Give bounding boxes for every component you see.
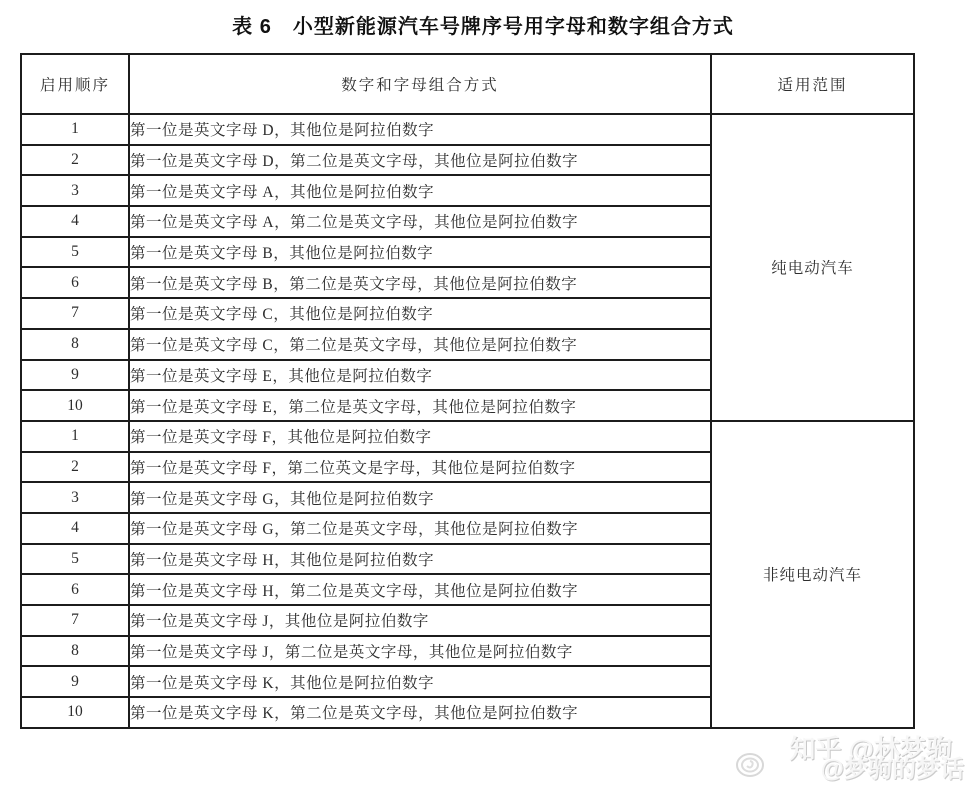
header-combination: 数字和字母组合方式 <box>129 54 711 114</box>
scope-cell: 非纯电动汽车 <box>711 421 914 728</box>
combination-cell: 第一位是英文字母 H，其他位是阿拉伯数字 <box>129 544 711 575</box>
order-cell: 4 <box>21 513 129 544</box>
combination-cell: 第一位是英文字母 F，第二位英文是字母，其他位是阿拉伯数字 <box>129 452 711 483</box>
combination-cell: 第一位是英文字母 C，其他位是阿拉伯数字 <box>129 298 711 329</box>
order-cell: 1 <box>21 114 129 145</box>
order-cell: 9 <box>21 666 129 697</box>
combination-cell: 第一位是英文字母 J，第二位是英文字母，其他位是阿拉伯数字 <box>129 636 711 667</box>
watermark-swirl-icon <box>734 749 766 779</box>
order-cell: 8 <box>21 636 129 667</box>
combination-cell: 第一位是英文字母 D，第二位是英文字母，其他位是阿拉伯数字 <box>129 145 711 176</box>
order-cell: 5 <box>21 544 129 575</box>
table-row <box>21 114 914 145</box>
combination-cell: 第一位是英文字母 H，第二位是英文字母，其他位是阿拉伯数字 <box>129 574 711 605</box>
combination-cell: 第一位是英文字母 A，其他位是阿拉伯数字 <box>129 175 711 206</box>
watermark-zhihu-text: 知乎 @林梦驹 <box>789 734 952 764</box>
combination-cell: 第一位是英文字母 A，第二位是英文字母，其他位是阿拉伯数字 <box>129 206 711 237</box>
header-row <box>21 54 914 114</box>
order-cell: 5 <box>21 237 129 268</box>
order-cell: 8 <box>21 329 129 360</box>
order-cell: 6 <box>21 267 129 298</box>
header-order: 启用顺序 <box>21 54 129 114</box>
order-cell: 10 <box>21 390 129 421</box>
combination-cell: 第一位是英文字母 K，第二位是英文字母，其他位是阿拉伯数字 <box>129 697 711 728</box>
order-cell: 6 <box>21 574 129 605</box>
table-title: 表 6 小型新能源汽车号牌序号用字母和数字组合方式 <box>232 16 734 38</box>
order-cell: 7 <box>21 298 129 329</box>
order-cell: 3 <box>21 175 129 206</box>
order-cell: 7 <box>21 605 129 636</box>
watermark <box>726 727 966 785</box>
header-scope: 适用范围 <box>711 54 914 114</box>
scope-cell: 纯电动汽车 <box>711 114 914 421</box>
table-body <box>21 114 914 728</box>
order-cell: 1 <box>21 421 129 452</box>
order-cell: 2 <box>21 145 129 176</box>
combination-cell: 第一位是英文字母 J，其他位是阿拉伯数字 <box>129 605 711 636</box>
combination-cell: 第一位是英文字母 E，其他位是阿拉伯数字 <box>129 360 711 391</box>
combination-cell: 第一位是英文字母 D，其他位是阿拉伯数字 <box>129 114 711 145</box>
watermark-weibo-text: @梦驹的梦话 <box>820 756 964 783</box>
order-cell: 9 <box>21 360 129 391</box>
table-row <box>21 421 914 452</box>
combination-cell: 第一位是英文字母 G，其他位是阿拉伯数字 <box>129 482 711 513</box>
combination-cell: 第一位是英文字母 F，其他位是阿拉伯数字 <box>129 421 711 452</box>
order-cell: 3 <box>21 482 129 513</box>
order-cell: 10 <box>21 697 129 728</box>
combination-cell: 第一位是英文字母 G，第二位是英文字母，其他位是阿拉伯数字 <box>129 513 711 544</box>
combination-cell: 第一位是英文字母 E，第二位是英文字母，其他位是阿拉伯数字 <box>129 390 711 421</box>
order-cell: 2 <box>21 452 129 483</box>
combination-cell: 第一位是英文字母 B，其他位是阿拉伯数字 <box>129 237 711 268</box>
combination-table <box>20 53 915 729</box>
combination-cell: 第一位是英文字母 C，第二位是英文字母，其他位是阿拉伯数字 <box>129 329 711 360</box>
combination-cell: 第一位是英文字母 B，第二位是英文字母，其他位是阿拉伯数字 <box>129 267 711 298</box>
order-cell: 4 <box>21 206 129 237</box>
combination-cell: 第一位是英文字母 K，其他位是阿拉伯数字 <box>129 666 711 697</box>
